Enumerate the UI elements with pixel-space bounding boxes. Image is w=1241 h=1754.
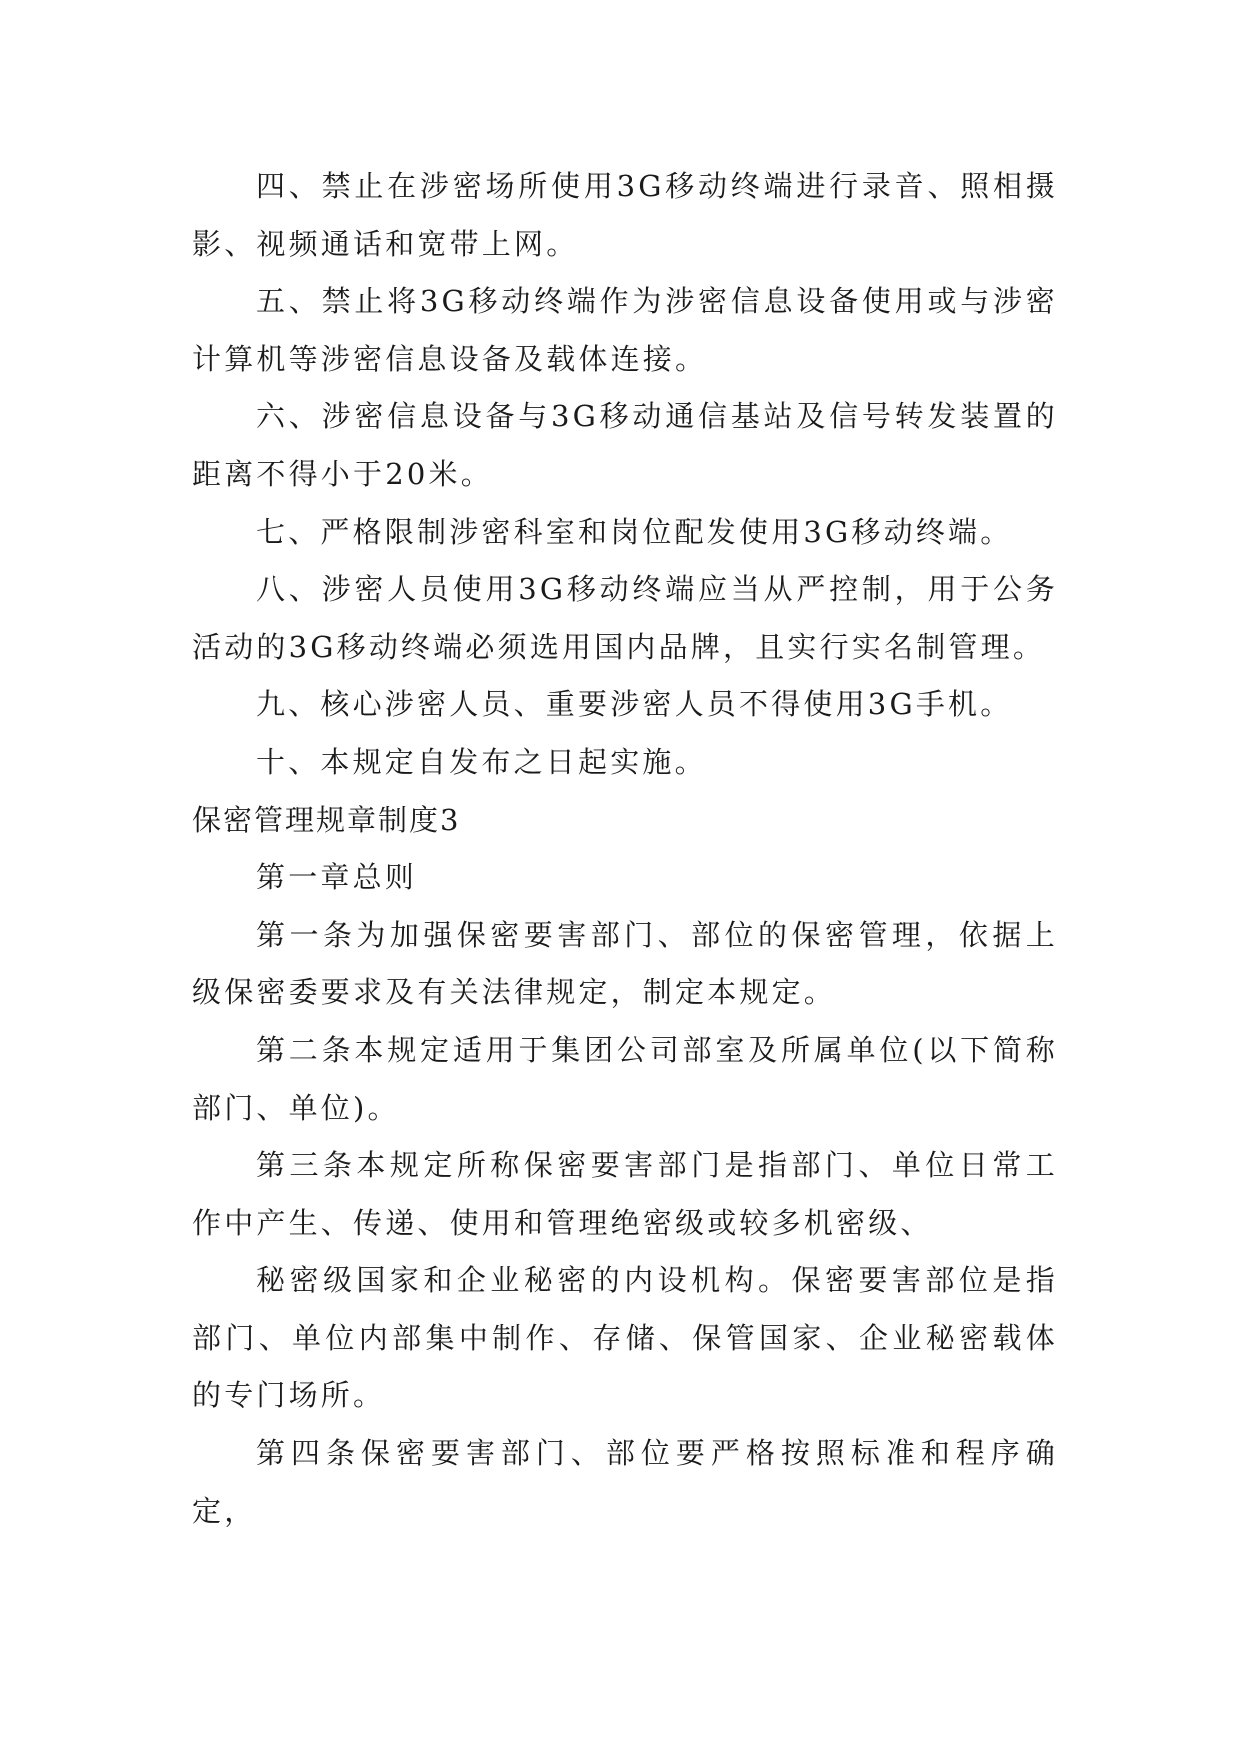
paragraph-clause-4: 第四条保密要害部门、部位要严格按照标准和程序确定， [192, 1436, 1058, 1528]
paragraph-clause-3: 第三条本规定所称保密要害部门是指部门、单位日常工作中产生、传递、使用和管理绝密级或较多机密级、 [192, 1148, 1058, 1240]
paragraph-article-10: 十、本规定自发布之日起实施。 [256, 744, 707, 779]
paragraph-article-9: 九、核心涉密人员、重要涉密人员不得使用3G手机。 [256, 687, 1013, 722]
paragraph-clause-2: 第二条本规定适用于集团公司部室及所属单位(以下简称部门、单位)。 [192, 1032, 1058, 1125]
section-heading: 保密管理规章制度3 [192, 802, 461, 837]
paragraph-article-5: 五、禁止将3G移动终端作为涉密信息设备使用或与涉密计算机等涉密信息设备及载体连接。 [192, 284, 1058, 376]
paragraph-article-4: 四、禁止在涉密场所使用3G移动终端进行录音、照相摄影、视频通话和宽带上网。 [192, 169, 1058, 261]
paragraph-clause-1: 第一条为加强保密要害部门、部位的保密管理，依据上级保密委要求及有关法律规定，制定本规定。 [192, 917, 1058, 1010]
paragraph-article-8: 八、涉密人员使用3G移动终端应当从严控制，用于公务活动的3G移动终端必须选用国内品牌，且实行实名制管理。 [192, 572, 1058, 664]
chapter-title: 第一章总则 [256, 860, 418, 895]
document-body [192, 158, 1058, 1540]
paragraph-clause-3-continued: 秘密级国家和企业秘密的内设机构。保密要害部位是指部门、单位内部集中制作、存储、保管国家、企业秘密载体的专门场所。 [192, 1263, 1058, 1413]
paragraph-article-6: 六、涉密信息设备与3G移动通信基站及信号转发装置的距离不得小于20米。 [192, 399, 1058, 491]
paragraph-article-7: 七、严格限制涉密科室和岗位配发使用3G移动终端。 [256, 514, 1013, 549]
